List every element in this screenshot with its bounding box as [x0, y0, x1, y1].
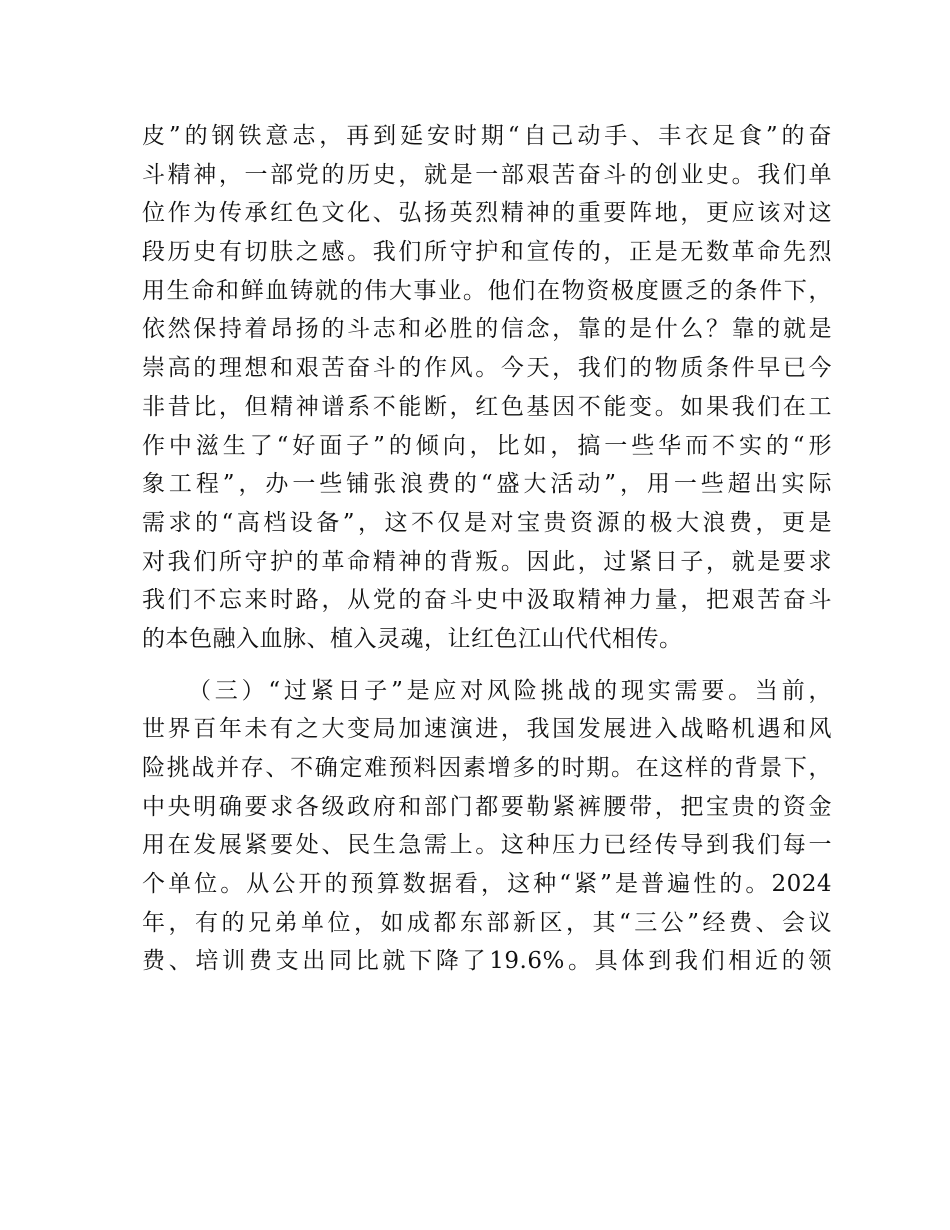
text-line: 非昔比，但精神谱系不能断，红色基因不能变。如果我们在工 [142, 393, 832, 420]
text-line: 崇高的理想和艰苦奋斗的作风。今天，我们的物质条件早已今 [142, 355, 832, 382]
paragraph-1 [142, 117, 832, 659]
text-line: 作中滋生了“好面子”的倾向，比如，搞一些华而不实的“形 [142, 432, 832, 459]
text-line: 位作为传承红色文化、弘扬英烈精神的重要阵地，更应该对这 [142, 200, 832, 227]
paragraph-2 [142, 672, 832, 982]
text-line: 依然保持着昂扬的斗志和必胜的信念，靠的是什么？靠的就是 [142, 316, 832, 343]
text-line: 用在发展紧要处、民生急需上。这种压力已经传导到我们每一 [142, 832, 832, 859]
text-line: 费、培训费支出同比就下降了19.6%。具体到我们相近的领 [142, 948, 832, 975]
text-line: 对我们所守护的革命精神的背叛。因此，过紧日子，就是要求 [142, 548, 832, 575]
text-line: 中央明确要求各级政府和部门都要勒紧裤腰带，把宝贵的资金 [142, 793, 832, 820]
text-line: 需求的“高档设备”，这不仅是对宝贵资源的极大浪费，更是 [142, 509, 832, 536]
text-line: 段历史有切肤之感。我们所守护和宣传的，正是无数革命先烈 [142, 239, 832, 266]
text-line: 用生命和鲜血铸就的伟大事业。他们在物资极度匮乏的条件下， [142, 277, 832, 304]
text-line: 年，有的兄弟单位，如成都东部新区，其“三公”经费、会议 [142, 909, 832, 936]
text-line: 斗精神，一部党的历史，就是一部艰苦奋斗的创业史。我们单 [142, 161, 832, 188]
text-line: 的本色融入血脉、植入灵魂，让红色江山代代相传。 [142, 625, 683, 652]
paragraph-spacer [142, 659, 832, 672]
text-line: 个单位。从公开的预算数据看，这种“紧”是普遍性的。2024 [142, 871, 832, 898]
text-line: 皮”的钢铁意志，再到延安时期“自己动手、丰衣足食”的奋 [142, 123, 832, 149]
text-line: 险挑战并存、不确定难预料因素增多的时期。在这样的背景下， [142, 755, 832, 781]
section-heading-line: （三）“过紧日子”是应对风险挑战的现实需要。当前， [188, 677, 832, 704]
text-line: 世界百年未有之大变局加速演进，我国发展进入战略机遇和风 [142, 716, 832, 743]
text-line: 象工程”，办一些铺张浪费的“盛大活动”，用一些超出实际 [142, 471, 832, 498]
text-line: 我们不忘来时路，从党的奋斗史中汲取精神力量，把艰苦奋斗 [142, 587, 832, 614]
document-body [142, 117, 832, 981]
